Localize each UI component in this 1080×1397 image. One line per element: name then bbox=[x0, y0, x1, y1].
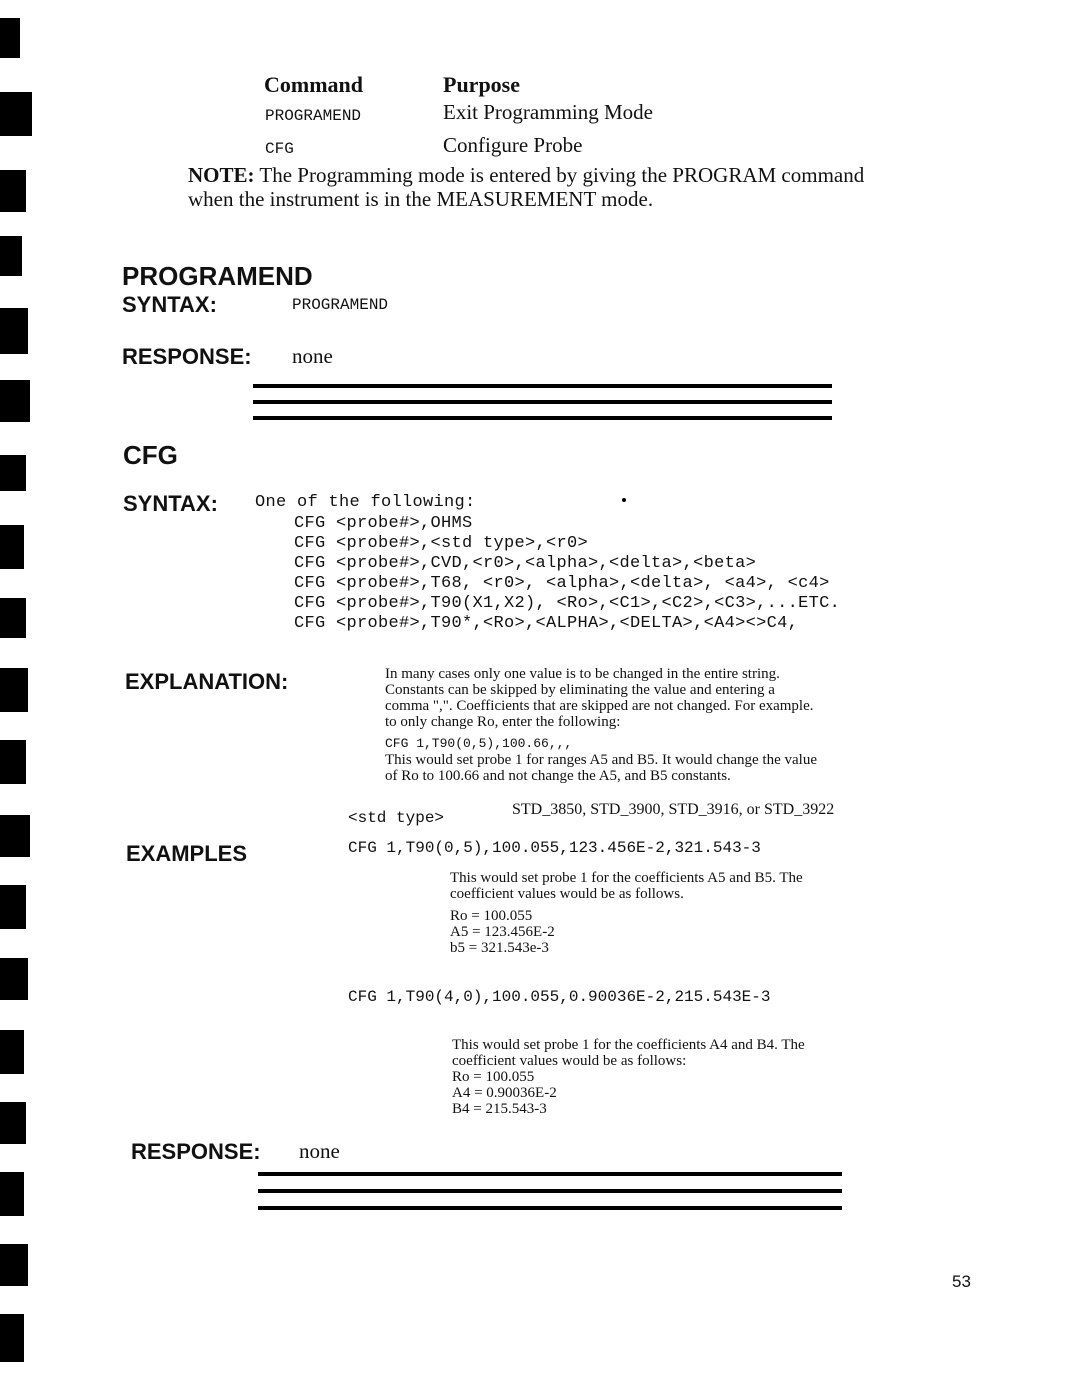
cfg-title: CFG bbox=[123, 440, 178, 470]
example-line: B4 = 215.543-3 bbox=[452, 1101, 547, 1117]
explanation-line: comma ",". Coefficients that are skipped are not changed. For example. bbox=[385, 698, 814, 714]
cfg-syntax-intro: One of the following: bbox=[255, 493, 476, 512]
example-line: coefficient values would be as follows. bbox=[450, 886, 684, 902]
explanation-line: of Ro to 100.66 and not change the A5, and B5 constants. bbox=[385, 768, 731, 784]
table-row-command: CFG bbox=[265, 140, 294, 158]
example2-desc bbox=[452, 1037, 805, 1117]
explanation-code: CFG 1,T90(0,5),100.66,,, bbox=[385, 736, 573, 751]
cfg-response-value: none bbox=[299, 1139, 340, 1163]
example-line: This would set probe 1 for the coefficients A5 and B5. The bbox=[450, 870, 803, 886]
programend-title: PROGRAMEND bbox=[122, 261, 313, 291]
syntax-line: CFG <probe#>,<std type>,<r0> bbox=[294, 534, 589, 553]
example-line: A4 = 0.90036E-2 bbox=[452, 1085, 557, 1101]
syntax-line: CFG <probe#>,CVD,<r0>,<alpha>,<delta>,<beta> bbox=[294, 554, 757, 573]
example1-code: CFG 1,T90(0,5),100.055,123.456E-2,321.543-3 bbox=[348, 839, 761, 857]
programend-syntax-label: SYNTAX: bbox=[122, 292, 217, 317]
note-line-2: when the instrument is in the MEASUREMENT mode. bbox=[188, 187, 654, 211]
explanation-line: This would set probe 1 for ranges A5 and B5. It would change the value bbox=[385, 752, 817, 768]
example-line: coefficient values would be as follows: bbox=[452, 1053, 687, 1069]
example2-code: CFG 1,T90(4,0),100.055,0.90036E-2,215.543E-3 bbox=[348, 988, 771, 1006]
cfg-syntax-label: SYNTAX: bbox=[123, 491, 218, 516]
example-line: This would set probe 1 for the coefficients A4 and B4. The bbox=[452, 1037, 805, 1053]
table-header-command: Command bbox=[264, 72, 364, 97]
syntax-line: CFG <probe#>,T90(X1,X2), <Ro>,<C1>,<C2>,<C3>,...ETC. bbox=[294, 594, 841, 613]
example1-desc bbox=[450, 870, 803, 956]
cfg-examples-label: EXAMPLES bbox=[126, 841, 248, 866]
speck bbox=[622, 498, 626, 502]
note bbox=[188, 163, 864, 211]
syntax-line: CFG <probe#>,OHMS bbox=[294, 514, 473, 533]
syntax-line: CFG <probe#>,T68, <r0>, <alpha>,<delta>, <a4>, <c4> bbox=[294, 574, 830, 593]
table-row-purpose: Configure Probe bbox=[443, 133, 583, 157]
explanation-line: In many cases only one value is to be changed in the entire string. bbox=[385, 666, 780, 682]
cfg-syntax-lines bbox=[294, 514, 840, 634]
table-row-purpose: Exit Programming Mode bbox=[443, 100, 653, 124]
explanation-line: to only change Ro, enter the following: bbox=[385, 714, 621, 730]
std-type-label: <std type> bbox=[348, 809, 445, 827]
note-line-1: The Programming mode is entered by giving the PROGRAM command bbox=[259, 163, 865, 187]
syntax-line: CFG <probe#>,T90*,<Ro>,<ALPHA>,<DELTA>,<A4><>C4, bbox=[294, 614, 799, 633]
programend-response-value: none bbox=[292, 344, 333, 368]
programend-syntax-value: PROGRAMEND bbox=[292, 296, 389, 314]
example-line: Ro = 100.055 bbox=[452, 1069, 535, 1085]
note-label: NOTE: bbox=[188, 163, 255, 187]
page-number: 53 bbox=[952, 1272, 971, 1291]
cfg-response-label: RESPONSE: bbox=[131, 1139, 261, 1164]
example-line: Ro = 100.055 bbox=[450, 908, 533, 924]
table-row-command: PROGRAMEND bbox=[265, 107, 362, 125]
std-type-value: STD_3850, STD_3900, STD_3916, or STD_3922 bbox=[512, 801, 835, 818]
example-line: b5 = 321.543e-3 bbox=[450, 940, 549, 956]
cfg-explanation-label: EXPLANATION: bbox=[125, 669, 289, 694]
explanation-line: Constants can be skipped by eliminating the value and entering a bbox=[385, 682, 775, 698]
programend-response-label: RESPONSE: bbox=[122, 344, 252, 369]
example-line: A5 = 123.456E-2 bbox=[450, 924, 555, 940]
cfg-explanation bbox=[385, 666, 817, 784]
table-header-purpose: Purpose bbox=[443, 72, 520, 97]
